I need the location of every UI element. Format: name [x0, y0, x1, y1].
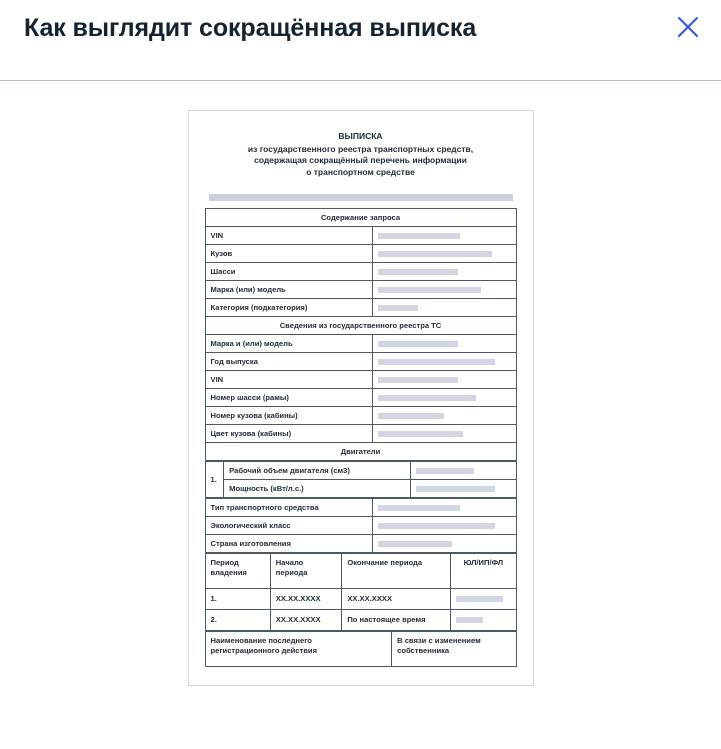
table-row [205, 632, 516, 667]
value-placeholder [378, 523, 494, 529]
row-label: Рабочий объем двигателя (см3) [224, 462, 411, 480]
column-header-period: Период владения [205, 554, 270, 589]
value-placeholder [378, 287, 481, 293]
value-placeholder [378, 269, 457, 275]
row-label: Марка (или) модель [205, 281, 373, 299]
table-engines [205, 461, 517, 498]
row-label: Номер шасси (рамы) [205, 389, 373, 407]
table-row [205, 499, 516, 517]
table-row [205, 517, 516, 535]
table-row [205, 389, 516, 407]
row-value [373, 499, 516, 517]
row-value [373, 299, 516, 317]
owner-type-value [451, 589, 516, 610]
row-label: VIN [205, 227, 373, 245]
document-preview-area [0, 81, 721, 686]
value-placeholder [416, 468, 475, 474]
row-label: Мощность (кВт/л.с.) [224, 480, 411, 498]
period-end: XX.XX.XXXX [342, 589, 451, 610]
row-label: Категория (подкатегория) [205, 299, 373, 317]
row-value [373, 371, 516, 389]
value-placeholder [378, 251, 492, 257]
row-value [373, 335, 516, 353]
extract-document-card [188, 110, 534, 686]
value-placeholder [378, 541, 452, 547]
table-row [205, 425, 516, 443]
row-value [373, 517, 516, 535]
table-row [205, 353, 516, 371]
row-value [373, 263, 516, 281]
section-heading: Содержание запроса [205, 209, 516, 227]
last-action-label [205, 632, 392, 667]
last-action-label-line2: регистрационного действия [210, 646, 318, 655]
row-value [373, 245, 516, 263]
row-value [373, 389, 516, 407]
table-row [205, 371, 516, 389]
row-label: Кузов [205, 245, 373, 263]
engine-number: 1. [205, 462, 224, 498]
table-row [205, 281, 516, 299]
period-end: По настоящее время [342, 610, 451, 631]
modal-header [0, 0, 721, 80]
value-placeholder [456, 596, 503, 602]
table-row [205, 462, 516, 480]
table-row [205, 263, 516, 281]
value-placeholder [378, 233, 460, 239]
row-label: Шасси [205, 263, 373, 281]
row-value [373, 535, 516, 553]
table-section-header-row [205, 317, 516, 335]
table-row [205, 610, 516, 631]
table-ownership-periods [205, 553, 517, 631]
table-row [205, 480, 516, 498]
row-value [373, 227, 516, 245]
value-placeholder [378, 341, 457, 347]
table-section-header-row [205, 209, 516, 227]
row-value [410, 462, 516, 480]
close-button[interactable] [671, 10, 705, 44]
value-placeholder [378, 431, 463, 437]
row-value [373, 407, 516, 425]
value-placeholder [456, 617, 483, 623]
period-start: XX.XX.XXXX [270, 610, 342, 631]
redacted-bar [209, 194, 513, 201]
value-placeholder [378, 505, 460, 511]
value-placeholder [378, 395, 476, 401]
table-row [205, 589, 516, 610]
owner-type-value [451, 610, 516, 631]
period-start: XX.XX.XXXX [270, 589, 342, 610]
value-placeholder [416, 486, 496, 492]
value-placeholder [378, 377, 457, 383]
table-last-registration-action [205, 631, 517, 667]
table-row [205, 299, 516, 317]
table-request-content [205, 208, 517, 461]
period-number: 1. [205, 589, 270, 610]
document-title-block [205, 125, 517, 178]
row-label: Номер кузова (кабины) [205, 407, 373, 425]
row-label: Цвет кузова (кабины) [205, 425, 373, 443]
table-row [205, 245, 516, 263]
table-row [205, 335, 516, 353]
table-header-row [205, 554, 516, 589]
column-header-owner-type: ЮЛ/ИП/ФЛ [451, 554, 516, 589]
document-title-line3: о транспортном средстве [306, 166, 415, 177]
table-section-header-row [205, 443, 516, 461]
value-placeholder [378, 305, 418, 311]
table-vehicle-extra [205, 498, 517, 553]
row-label: Год выпуска [205, 353, 373, 371]
last-action-label-line1: Наименование последнего [210, 636, 312, 645]
document-title-line2: содержащая сокращённый перечень информации [254, 155, 467, 165]
value-placeholder [378, 359, 494, 365]
row-value [410, 480, 516, 498]
column-header-end: Окончание периода [342, 554, 451, 589]
value-placeholder [378, 413, 444, 419]
close-icon [677, 16, 699, 38]
document-title-line1: из государственного реестра транспортных средств, [247, 143, 474, 154]
section-heading: Двигатели [205, 443, 516, 461]
table-row [205, 407, 516, 425]
row-label: Тип транспортного средства [205, 499, 373, 517]
row-label: Марка и (или) модель [205, 335, 373, 353]
last-action-value [392, 632, 516, 667]
column-header-start: Начало периода [270, 554, 342, 589]
row-value [373, 281, 516, 299]
last-action-value-line2: собственника [397, 646, 450, 655]
row-value [373, 353, 516, 371]
table-row [205, 227, 516, 245]
document-title-main: ВЫПИСКА [338, 131, 383, 141]
row-label: Страна изготовления [205, 535, 373, 553]
page-title: Как выглядит сокращённая выписка [24, 14, 477, 42]
period-number: 2. [205, 610, 270, 631]
row-label: Экологический класс [205, 517, 373, 535]
table-row [205, 535, 516, 553]
row-value [373, 425, 516, 443]
last-action-value-line1: В связи с изменением [397, 636, 481, 645]
section-heading: Сведения из государственного реестра ТС [205, 317, 516, 335]
row-label: VIN [205, 371, 373, 389]
